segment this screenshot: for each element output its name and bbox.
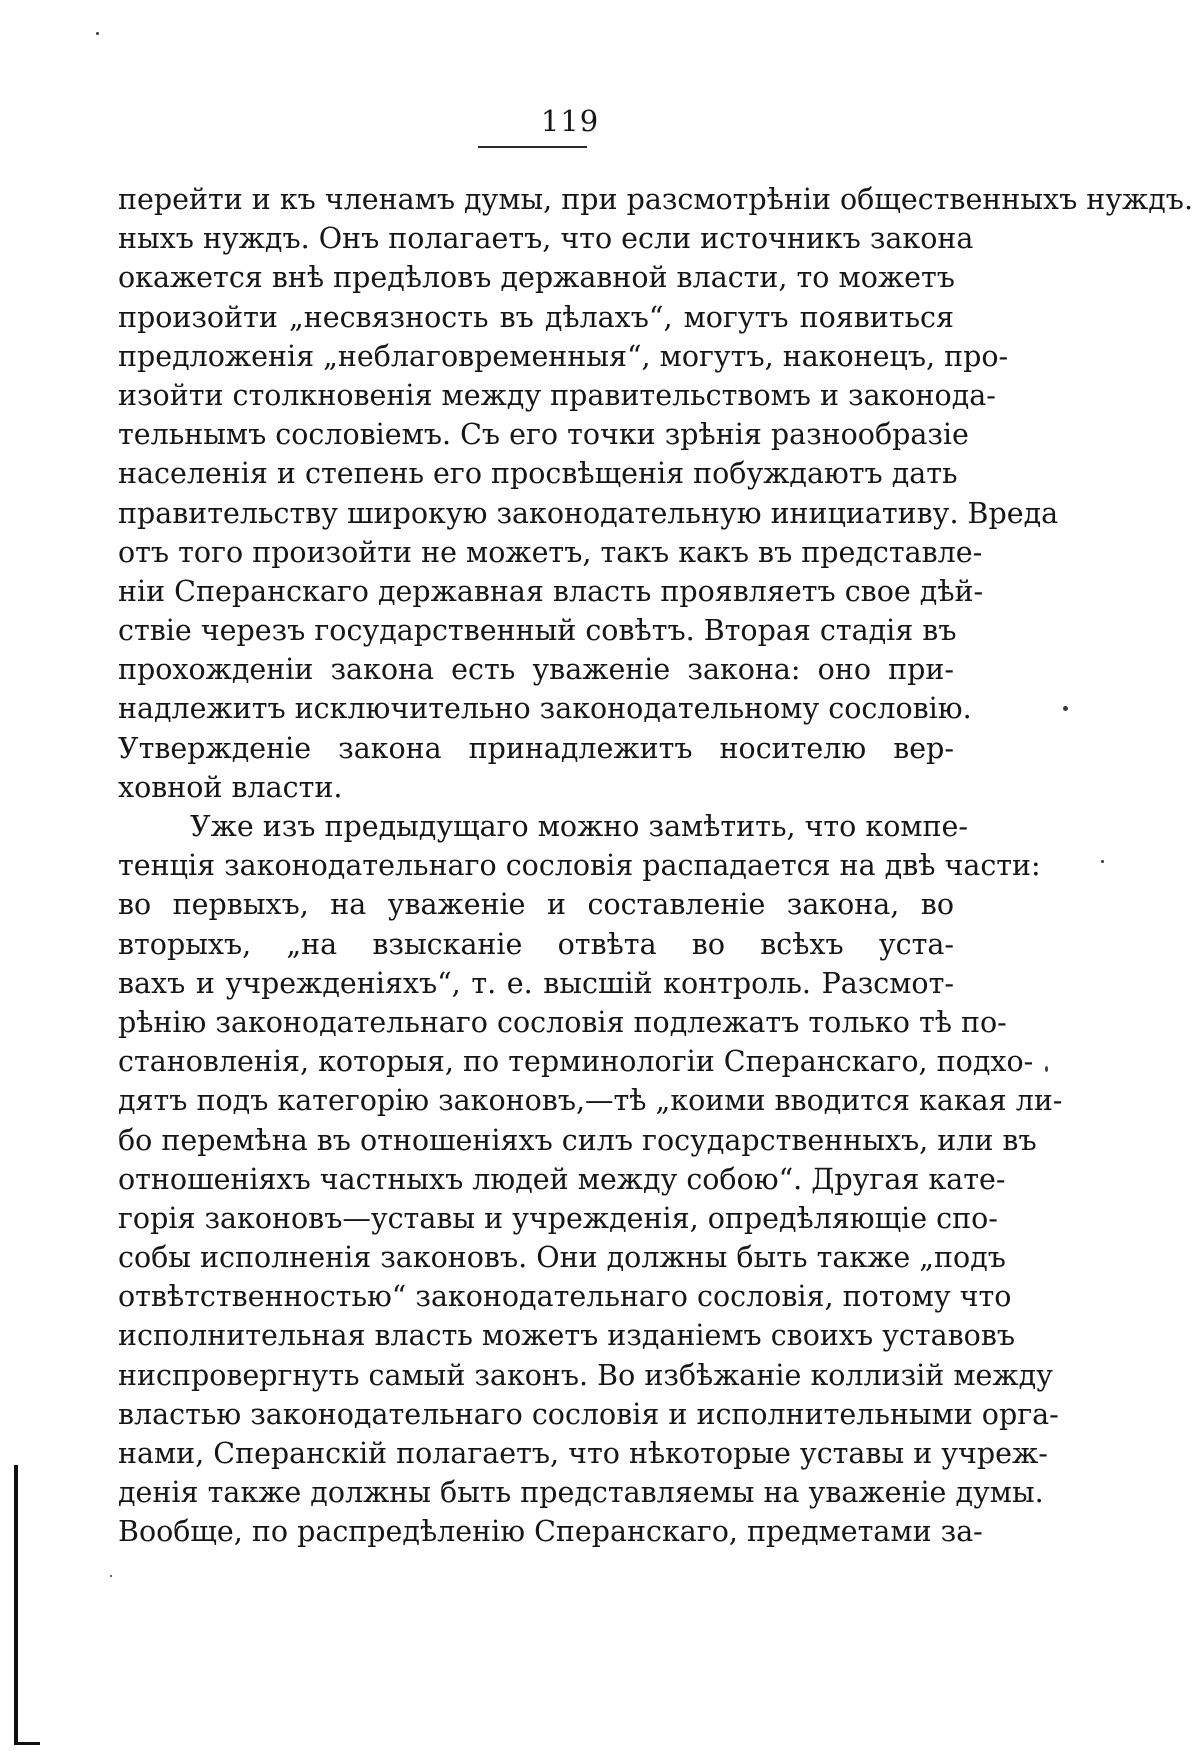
text-line: денія также должны быть представляемы на уваженіе думы. — [118, 1476, 1044, 1510]
text-line: вахъ и учрежденіяхъ“, т. е. высшій контроль. Разсмот- — [118, 966, 954, 1000]
text-line: Уже изъ предыдущаго можно замѣтить, что компе- — [190, 810, 969, 843]
text-line: ховной власти. — [118, 770, 343, 804]
text-line: Утвержденіе закона принадлежитъ носителю вер- — [118, 731, 954, 765]
text-line: ствіе черезъ государственный совѣтъ. Вторая стадія въ — [118, 614, 957, 648]
text-line: нами, Сперанскій полагаетъ, что нѣкоторые уставы и учреж- — [118, 1437, 1048, 1470]
text-line: собы исполненія законовъ. Они должны быть также „подъ — [118, 1241, 1006, 1275]
text-line: рѣнію законодательнаго сословія подлежатъ только тѣ по- — [118, 1005, 1007, 1039]
text-line: тельнымъ сословіемъ. Съ его точки зрѣнія разнообразіе — [118, 418, 969, 452]
text-line: населенія и степень его просвѣщенія побуждаютъ дать — [118, 457, 958, 491]
text-line: дятъ подъ категорію законовъ,—тѣ „коими вводится какая ли- — [118, 1084, 1063, 1118]
text-line: перейти и къ членамъ думы, при разсмотрѣніи общественныхъ нуждъ. — [118, 183, 1193, 216]
print-speck — [110, 1575, 112, 1577]
scan-edge-mark-foot — [14, 1742, 40, 1745]
print-speck — [1045, 1066, 1048, 1072]
text-line: окажется внѣ предѣловъ державной власти, то можетъ — [118, 261, 955, 295]
text-line: властью законодательнаго сословія и исполнительными орга- — [118, 1397, 1059, 1431]
text-line: надлежитъ исключительно законодательному сословію. — [118, 692, 972, 726]
scan-edge-mark — [14, 1465, 18, 1745]
text-line: ніи Сперанскаго державная власть проявляетъ свое дѣй- — [118, 574, 984, 608]
text-line: во первыхъ, на уваженіе и составленіе закона, во — [118, 888, 954, 922]
page-number-rule — [478, 146, 587, 148]
text-line: прохожденіи закона есть уваженіе закона: оно при- — [118, 653, 954, 687]
text-line: Вообще, по распредѣленію Сперанскаго, предметами за- — [118, 1515, 983, 1549]
text-line: становленія, которыя, по терминологіи Сперанскаго, подхо- — [118, 1045, 1034, 1079]
text-line: бо перемѣна въ отношеніяхъ силъ государственныхъ, или въ — [118, 1123, 1037, 1157]
text-line: предложенія „неблаговременныя“, могутъ, наконецъ, про- — [118, 339, 1009, 373]
text-line: произойти „несвязность въ дѣлахъ“, могутъ появиться — [118, 300, 954, 334]
text-line: изойти столкновенія между правительствомъ и законода- — [118, 378, 996, 412]
text-line: тенція законодательнаго сословія распадается на двѣ части: — [118, 849, 1041, 883]
print-speck — [96, 32, 99, 35]
print-speck — [1063, 706, 1068, 711]
text-line: отвѣтственностью“ законодательнаго сословія, потому что — [118, 1280, 1012, 1314]
text-line: исполнительная власть можетъ изданіемъ своихъ уставовъ — [118, 1319, 1016, 1353]
text-line: отношеніяхъ частныхъ людей между собою“. Другая кате- — [118, 1162, 1006, 1196]
text-line: ныхъ нуждъ. Онъ полагаетъ, что если источникъ закона — [118, 222, 974, 256]
text-line: правительству широкую законодательную инициативу. Вреда — [118, 496, 1059, 530]
text-line: отъ того произойти не можетъ, такъ какъ въ представле- — [118, 535, 983, 569]
body-text — [118, 180, 1193, 1552]
text-line: горія законовъ—уставы и учрежденія, опредѣляющіе спо- — [118, 1201, 998, 1235]
print-speck — [1101, 860, 1104, 863]
text-line: ниспровергнуть самый законъ. Во избѣжаніе коллизій между — [118, 1358, 1053, 1392]
page-number: 119 — [540, 104, 600, 138]
text-line: вторыхъ, „на взысканіе отвѣта во всѣхъ уста- — [118, 927, 954, 961]
